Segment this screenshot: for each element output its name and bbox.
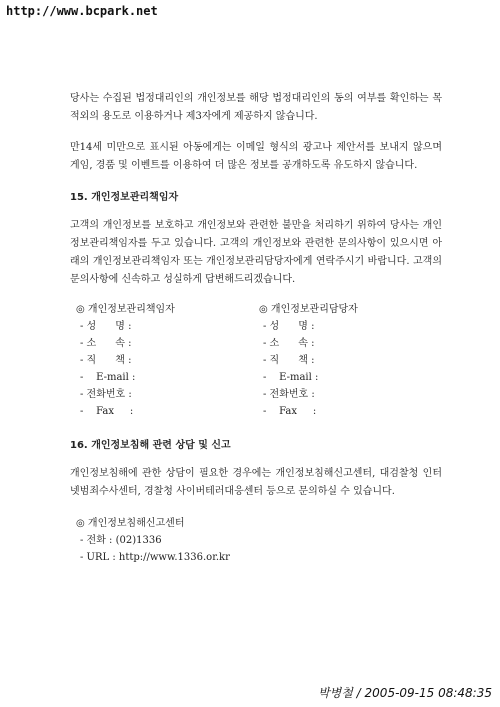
manager-fax-field: - Fax : [80, 406, 134, 417]
manager-phone-field: - 전화번호 : [80, 389, 132, 400]
section-16-body: 개인정보침해에 관한 상담이 필요한 경우에는 개인정보침해신고센터, 대검찰청 인터넷범죄수사센터, 경찰청 사이버테러대응센터 등으로 문의하실 수 있습니다. [70, 468, 442, 497]
manager-contact-block [76, 301, 259, 420]
center-phone: - 전화 : (02)1336 [80, 535, 162, 546]
section-15-heading: 15. 개인정보관리책임자 [70, 192, 179, 203]
staff-dept-field: - 소 속 : [263, 338, 315, 349]
staff-title: ◎ 개인정보관리담당자 [259, 304, 358, 315]
document-page [70, 90, 442, 566]
footer-stamp: 박병철 / 2005-09-15 08:48:35 [318, 686, 492, 700]
paragraph-child-protection: 만14세 미만으로 표시된 아동에게는 이메일 형식의 광고나 제안서를 보내지 않으며 게임, 경품 및 이벤트를 이용하여 더 많은 정보를 공개하도록 유도하지 않습니다. [70, 142, 442, 171]
staff-fax-field: - Fax : [263, 406, 317, 417]
staff-phone-field: - 전화번호 : [263, 389, 315, 400]
report-center-block [76, 515, 442, 566]
section-15-body: 고객의 개인정보를 보호하고 개인정보와 관련한 불만을 처리하기 위하여 당사는 개인정보관리책임자를 두고 있습니다. 고객의 개인정보와 관련한 문의사항이 있으시면 아래의 개인정보관리책임자 또는 개인정보관리담당자에게 연락주시기 바랍니다. 고객의 문의사항에 신속하고 성실하게 답변해드리겠습니다. [70, 220, 442, 285]
staff-contact-block [259, 301, 442, 420]
manager-name-field: - 성 명 : [80, 321, 132, 332]
manager-title: ◎ 개인정보관리책임자 [76, 304, 175, 315]
manager-dept-field: - 소 속 : [80, 338, 132, 349]
paragraph-guardian-info: 당사는 수집된 법정대리인의 개인정보를 해당 법정대리인의 동의 여부를 확인하는 목적외의 용도로 이용하거나 제3자에게 제공하지 않습니다. [70, 93, 442, 122]
manager-position-field: - 직 책 : [80, 355, 132, 366]
manager-email-field: - E-mail : [80, 372, 136, 383]
staff-name-field: - 성 명 : [263, 321, 315, 332]
center-url-link[interactable]: - URL : http://www.1336.or.kr [80, 552, 230, 563]
center-title: ◎ 개인정보침해신고센터 [76, 518, 185, 529]
contact-blocks [76, 301, 442, 420]
staff-email-field: - E-mail : [263, 372, 319, 383]
section-16-heading: 16. 개인정보침해 관련 상담 및 신고 [70, 440, 231, 451]
header-url: http://www.bcpark.net [6, 4, 158, 18]
staff-position-field: - 직 책 : [263, 355, 315, 366]
